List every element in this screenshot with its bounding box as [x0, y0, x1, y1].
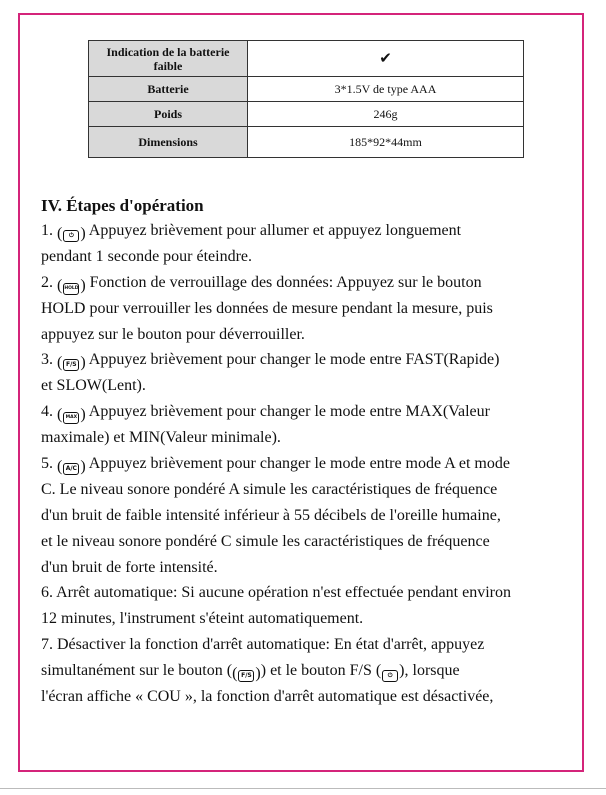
- spec-value: 3*1.5V de type AAA: [248, 77, 524, 102]
- step-3-line: 3. ( F/S ) Appuyez brièvement pour changer le mode entre FAST(Rapide): [41, 351, 500, 372]
- hold-button-icon: ( HOLD ): [57, 276, 86, 294]
- step-2-line: HOLD pour verrouiller les données de mesure pendant la mesure, puis: [41, 299, 493, 317]
- spec-label: Batterie: [89, 77, 248, 102]
- step-7-line: simultanément sur le bouton (( F/S )) et le bouton F/S ( ⏻ ), lorsque: [41, 662, 460, 683]
- step-5-line: d'un bruit de forte intensité.: [41, 558, 218, 576]
- section-title: IV. Étapes d'opération: [41, 196, 204, 215]
- step-3-line: et SLOW(Lent).: [41, 377, 146, 395]
- power-button-icon: ( ⏻ ): [57, 225, 86, 242]
- step-5-line: d'un bruit de faible intensité inférieur à 55 décibels de l'oreille humaine,: [41, 506, 501, 524]
- spec-label: Poids: [89, 102, 248, 127]
- spec-value: 185*92*44mm: [248, 127, 524, 158]
- step-2-line: 2. ( HOLD ) Fonction de verrouillage des données: Appuyez sur le bouton: [41, 273, 482, 294]
- step-7-line: 7. Désactiver la fonction d'arrêt automatique: En état d'arrêt, appuyez: [41, 636, 485, 654]
- spec-value: 246g: [248, 102, 524, 127]
- ac-button-icon: ( A/C ): [57, 458, 86, 476]
- check-icon: ✔: [248, 41, 524, 77]
- bottom-rule: [0, 788, 606, 789]
- spec-label: Indication de la batterie faible: [89, 41, 248, 77]
- step-7-line: l'écran affiche « COU », la fonction d'arrêt automatique est désactivée,: [41, 688, 494, 706]
- fs-button-icon: ( F/S ): [232, 665, 261, 683]
- spec-label: Dimensions: [89, 127, 248, 158]
- operation-steps: [41, 193, 571, 710]
- step-5-line: et le niveau sonore pondéré C simule les caractéristiques de fréquence: [41, 532, 490, 550]
- step-2-line: appuyez sur le bouton pour déverrouiller.: [41, 325, 305, 343]
- step-4-line: maximale) et MIN(Valeur minimale).: [41, 429, 281, 447]
- power-button-icon: ⏻: [381, 661, 399, 677]
- specs-table: [88, 40, 524, 158]
- step-6-line: 12 minutes, l'instrument s'éteint automatiquement.: [41, 610, 364, 628]
- step-1-line: pendant 1 seconde pour éteindre.: [41, 247, 253, 265]
- step-5-line: 5. ( A/C ) Appuyez brièvement pour changer le mode entre mode A et mode: [41, 455, 510, 476]
- max-min-button-icon: ( MAX ): [57, 406, 86, 424]
- step-1-line: 1. ( ⏻ ) Appuyez brièvement pour allumer et appuyez longuement: [41, 222, 462, 242]
- fs-button-icon: ( F/S ): [57, 354, 86, 372]
- step-4-line: 4. ( MAX ) Appuyez brièvement pour changer le mode entre MAX(Valeur: [41, 403, 490, 424]
- step-5-line: C. Le niveau sonore pondéré A simule les caractéristiques de fréquence: [41, 480, 498, 498]
- step-6-line: 6. Arrêt automatique: Si aucune opération n'est effectuée pendant environ: [41, 584, 511, 602]
- table-row: [89, 77, 524, 102]
- table-row: [89, 127, 524, 158]
- table-row: [89, 41, 524, 77]
- table-row: [89, 102, 524, 127]
